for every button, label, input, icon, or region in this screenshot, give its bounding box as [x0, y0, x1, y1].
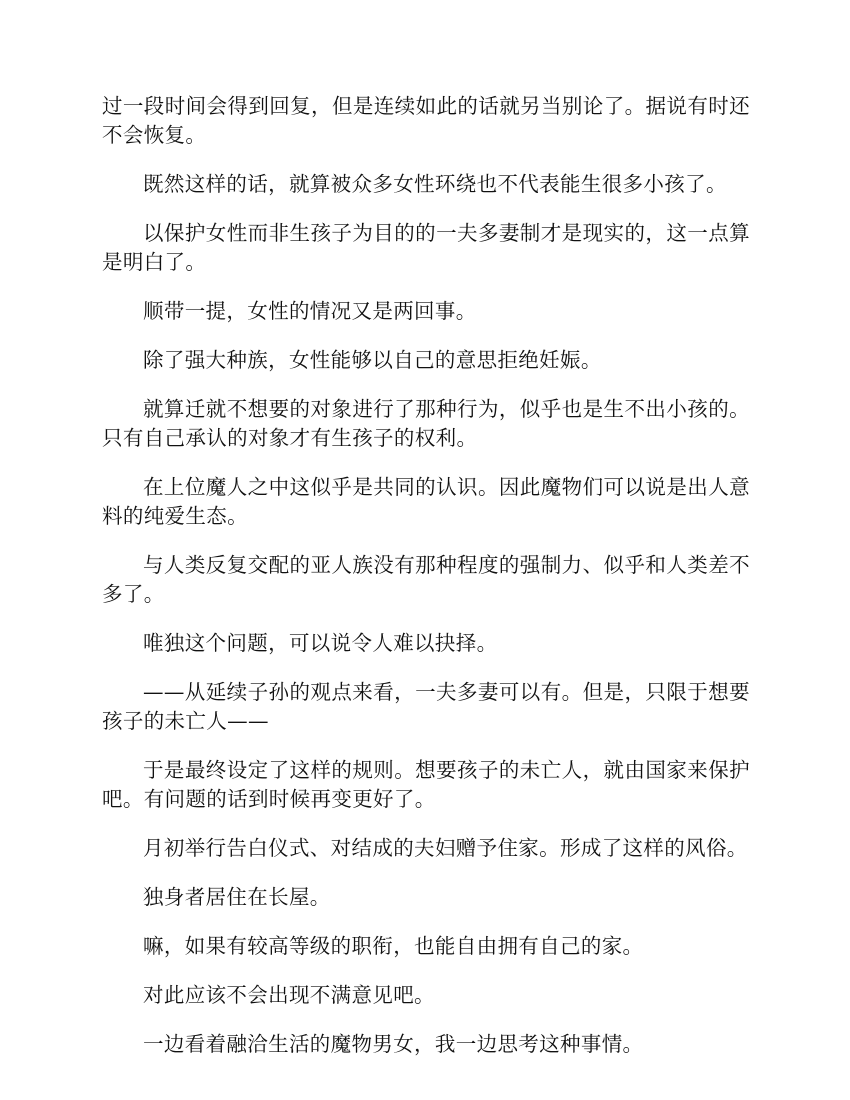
paragraph: 嘛，如果有较高等级的职衔，也能自由拥有自己的家。 — [143, 934, 644, 958]
paragraph: 对此应该不会出现不满意见吧。 — [143, 983, 435, 1007]
paragraph: 独身者居住在长屋。 — [143, 885, 331, 909]
paragraph: 以保护女性而非生孩子为目的的一夫多妻制才是现实的，这一点算是明白了。 — [102, 221, 750, 274]
paragraph: 月初举行告白仪式、对结成的夫妇赠予住家。形成了这样的风俗。 — [143, 836, 748, 860]
paragraph: 就算迁就不想要的对象进行了那种行为，似乎也是生不出小孩的。只有自己承认的对象才有生孩子的权利。 — [102, 397, 750, 450]
paragraph: 过一段时间会得到回复，但是连续如此的话就另当别论了。据说有时还不会恢复。 — [102, 94, 750, 147]
paragraph: ——从延续子孙的观点来看，一夫多妻可以有。但是，只限于想要孩子的未亡人—— — [102, 680, 750, 733]
paragraph: 在上位魔人之中这似乎是共同的认识。因此魔物们可以说是出人意料的纯爱生态。 — [102, 475, 750, 528]
paragraph: 与人类反复交配的亚人族没有那种程度的强制力、似乎和人类差不多了。 — [102, 553, 750, 606]
paragraph: 一边看着融洽生活的魔物男女，我一边思考这种事情。 — [143, 1032, 644, 1056]
document-page — [102, 92, 750, 1079]
paragraph: 除了强大种族，女性能够以自己的意思拒绝妊娠。 — [143, 348, 602, 372]
paragraph: 于是最终设定了这样的规则。想要孩子的未亡人，就由国家来保护吧。有问题的话到时候再变更好了。 — [102, 758, 750, 811]
paragraph: 既然这样的话，就算被众多女性环绕也不代表能生很多小孩了。 — [143, 172, 727, 196]
paragraph: 顺带一提，女性的情况又是两回事。 — [143, 299, 477, 323]
paragraph: 唯独这个问题，可以说令人难以抉择。 — [143, 631, 498, 655]
